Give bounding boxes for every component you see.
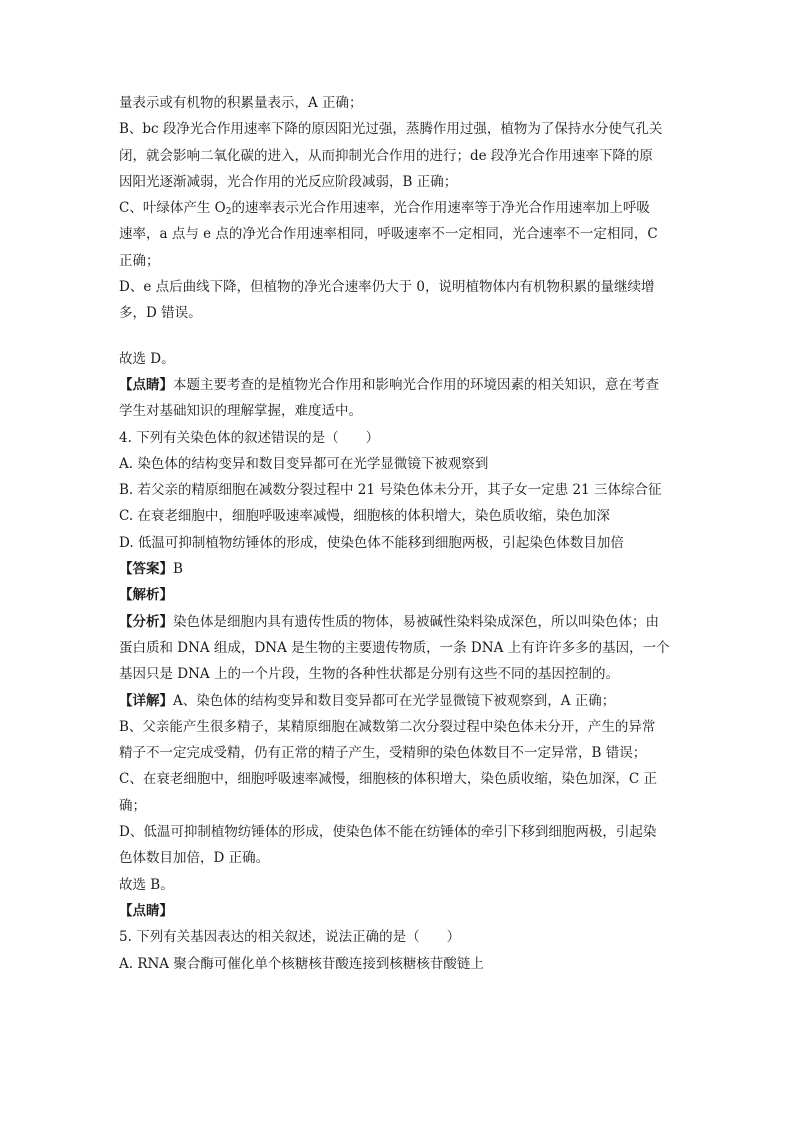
text-line: 蛋白质和 DNA 组成，DNA 是生物的主要遗传物质，一条 DNA 上有许许多多的基因，一个: [119, 639, 670, 656]
xiangjie-text: A、染色体的结构变异和数目变异都可在光学显微镜下被观察到，A 正确；: [173, 692, 616, 709]
option-a: A. 染色体的结构变异和数目变异都可在光学显微镜下被观察到: [119, 455, 489, 472]
text-line: 学生对基础知识的理解掌握，难度适中。: [119, 403, 362, 420]
text-line: D、低温可抑制植物纺锤体的形成，使染色体不能在纺锤体的牵引下移到细胞两极，引起染: [119, 824, 657, 841]
choice-line: 故选 B。: [119, 876, 174, 893]
text-line: D、e 点后曲线下降，但植物的净光合速率仍大于 0，说明植物体内有机物积累的量继续增: [119, 279, 655, 296]
text-line: B、父亲能产生很多精子，某精原细胞在减数第二次分裂过程中染色体未分开，产生的异常: [119, 718, 656, 735]
text-segment: 的速率表示光合作用速率，光合作用速率等于净光合作用速率加上呼吸: [231, 200, 650, 217]
question-stem: 4. 下列有关染色体的叙述错误的是（ ）: [119, 429, 380, 446]
text-segment: C、叶绿体产生 O: [119, 200, 226, 217]
option-a: A. RNA 聚合酶可催化单个核糖核苷酸连接到核糖核苷酸链上: [119, 955, 484, 972]
answer-tag: 【答案】: [119, 561, 173, 578]
dianjing-line: [119, 372, 679, 398]
text-line: 正确；: [119, 252, 160, 269]
text-line: 多，D 错误。: [119, 305, 202, 322]
fenxi-tag: 【分析】: [119, 613, 173, 630]
dianjing-tag: 【点睛】: [119, 902, 173, 919]
option-c: C. 在衰老细胞中，细胞呼吸速率减慢，细胞核的体积增大，染色质收缩，染色加深: [119, 508, 610, 525]
text-line: 速率，a 点与 e 点的净光合作用速率相同，呼吸速率不一定相同，光合速率不一定相同，C: [119, 226, 658, 243]
option-d: D. 低温可抑制植物纺锤体的形成，使染色体不能移到细胞两极，引起染色体数目加倍: [119, 534, 624, 551]
text-line: 色体数目加倍，D 正确。: [119, 850, 270, 867]
text-line: B、bc 段净光合作用速率下降的原因阳光过强，蒸腾作用过强，植物为了保持水分使气孔关: [119, 121, 663, 138]
option-b: B. 若父亲的精原细胞在减数分裂过程中 21 号染色体未分开，其子女一定患 21 三体综合征: [119, 482, 662, 499]
text-line: 基因只是 DNA 上的一个片段，生物的各种性状都是分别有这些不同的基因控制的。: [119, 666, 619, 683]
text-line: 精子不一定完成受精，仍有正常的精子产生，受精卵的染色体数目不一定异常，B 错误；: [119, 745, 647, 762]
text-line: 闭，就会影响二氧化碳的进入，从而抑制光合作用的进行；de 段净光合作用速率下降的原: [119, 147, 653, 164]
answer-value: B: [173, 561, 183, 578]
question-stem: 5. 下列有关基因表达的相关叙述，说法正确的是（ ）: [119, 929, 461, 946]
text-line: 量表示或有机物的积累量表示，A 正确；: [119, 95, 363, 111]
text-line: C、在衰老细胞中，细胞呼吸速率减慢，细胞核的体积增大，染色质收缩，染色加深，C 正: [119, 771, 657, 788]
dianjing-tag: 【点睛】: [119, 376, 173, 393]
xiangjie-tag: 【详解】: [119, 692, 173, 709]
fenxi-line: [119, 609, 679, 635]
dianjing-text: 本题主要考查的是植物光合作用和影响光合作用的环境因素的相关知识，意在考查: [173, 376, 659, 393]
text-line: 确；: [119, 797, 146, 814]
answer-line: [119, 556, 679, 582]
subscript: 2: [225, 207, 232, 218]
jiexi-tag: 【解析】: [119, 587, 173, 604]
xiangjie-line: [119, 688, 679, 714]
document-page: [119, 90, 679, 977]
text-line: 因阳光逐渐减弱，光合作用的光反应阶段减弱，B 正确；: [119, 173, 458, 190]
paragraph-gap: [119, 327, 679, 346]
text-line: [119, 195, 679, 221]
fenxi-text: 染色体是细胞内具有遗传性质的物体，易被碱性染料染成深色，所以叫染色体；由: [173, 613, 659, 630]
choice-line: 故选 D。: [119, 350, 175, 367]
